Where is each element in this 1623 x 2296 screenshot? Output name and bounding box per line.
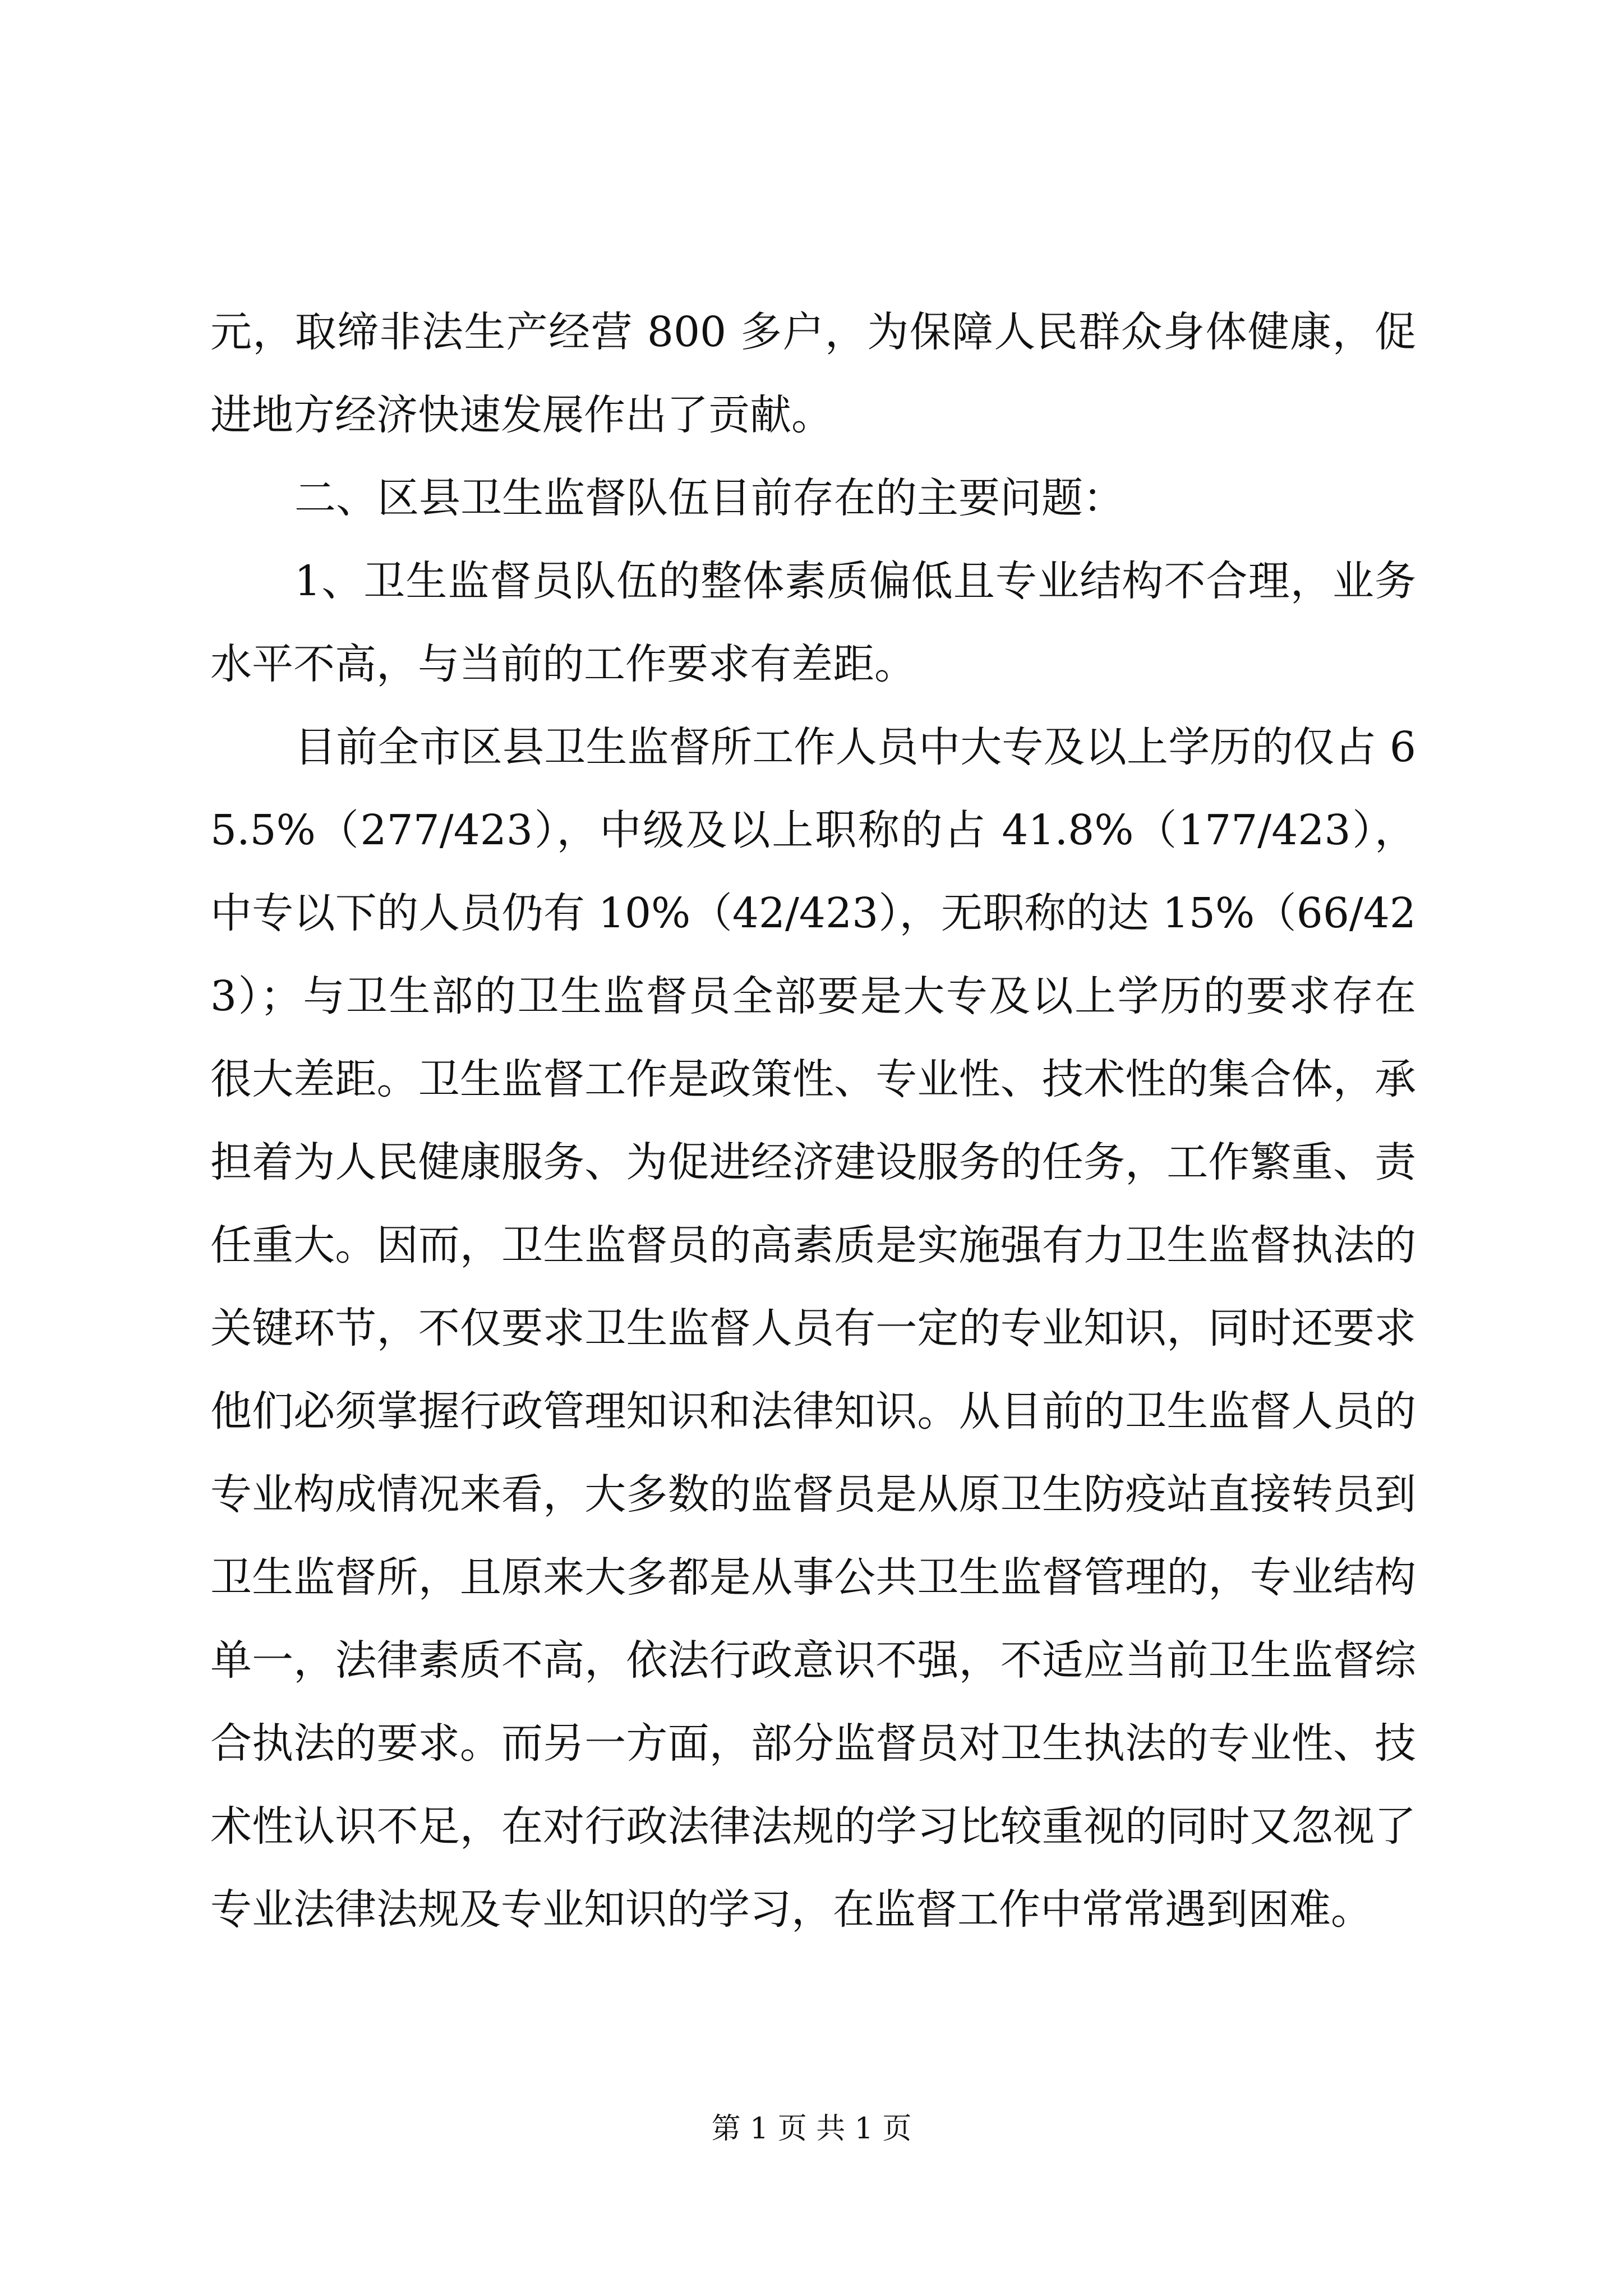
document-body <box>210 291 1416 1951</box>
section-heading-problems: 二、区县卫生监督队伍目前存在的主要问题： <box>294 474 1124 522</box>
paragraph-problem-1-detail: 目前全市区县卫生监督所工作人员中大专及以上学历的仅占 65.5%（277/423），中级及以上职称的占 41.8%（177/423），中专以下的人员仍有 10%（42/423），无职称的达 15%（66/423）；与卫生部的卫生监督员全部要是大专及以上学历的要求存在很大差距。卫生监督工作是政策性、专业性、技术性的集合体，承担着为人民健康服务、为促进经济建设服务的任务，工作繁重、责任重大。因而，卫生监督员的高素质是实施强有力卫生监督执法的关键环节，不仅要求卫生监督人员有一定的专业知识，同时还要求他们必须掌握行政管理知识和法律知识。从目前的卫生监督人员的专业构成情况来看，大多数的监督员是从原卫生防疫站直接转员到卫生监督所，且原来大多都是从事公共卫生监督管理的，专业结构单一，法律素质不高，依法行政意识不强，不适应当前卫生监督综合执法的要求。而另一方面，部分监督员对卫生执法的专业性、技术性认识不足，在对行政法律法规的学习比较重视的同时又忽视了专业法律法规及专业知识的学习，在监督工作中常常遇到困难。 <box>210 723 1416 1934</box>
page-footer: 第 1 页 共 1 页 <box>711 2112 912 2146</box>
paragraph-continuation: 元，取缔非法生产经营 800 多户，为保障人民群众身体健康，促进地方经济快速发展作出了贡献。 <box>210 308 1416 439</box>
subheading-problem-1: 1、卫生监督员队伍的整体素质偏低且专业结构不合理，业务水平不高，与当前的工作要求有差距。 <box>210 557 1416 688</box>
